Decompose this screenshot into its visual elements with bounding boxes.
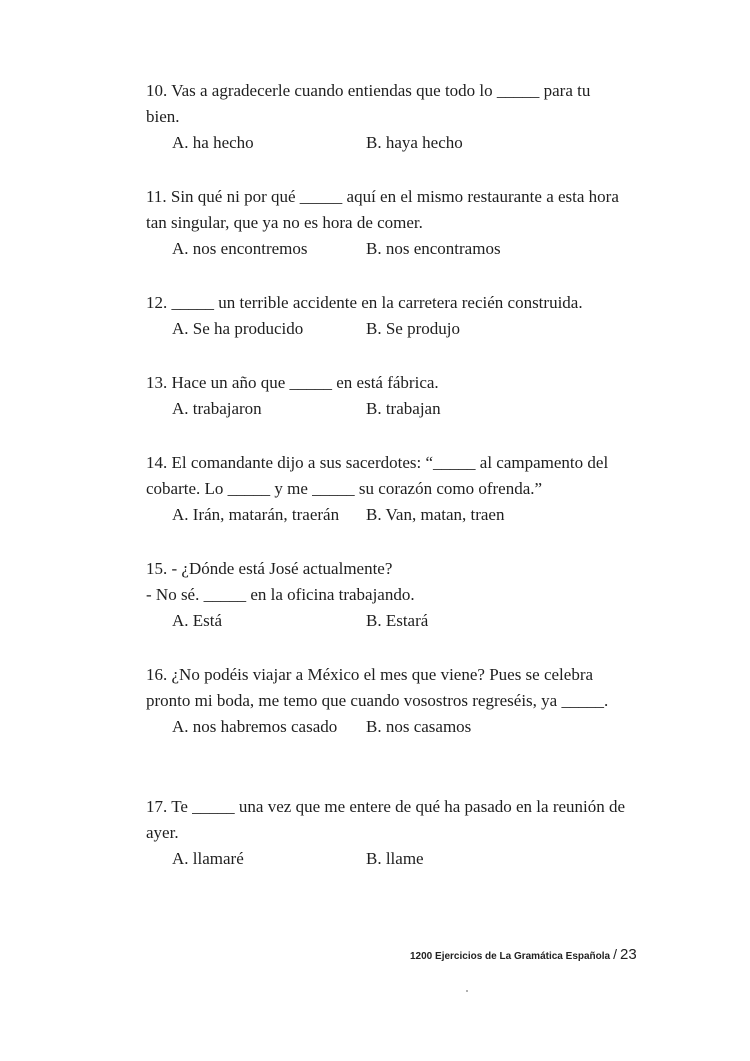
options-row: [146, 130, 626, 156]
option-b: B. Estará: [366, 611, 429, 630]
options-row: [146, 846, 626, 872]
question-17: [146, 794, 626, 872]
option-b: B. llame: [366, 849, 424, 868]
option-a: A. ha hecho: [172, 133, 254, 152]
page-number: 23: [620, 946, 637, 963]
question-stem: 17. Te _____ una vez que me entere de qué ha pasado en la reunión de ayer.: [146, 797, 626, 842]
question-stem: 14. El comandante dijo a sus sacerdotes: “_____ al campamento del cobarte. Lo _____ y me _____ su corazón como ofrenda.”: [146, 453, 609, 498]
option-b: B. trabajan: [366, 399, 441, 418]
speck-mark: [466, 990, 468, 992]
option-a: A. trabajaron: [172, 399, 262, 418]
option-b: B. haya hecho: [366, 133, 463, 152]
question-stem: 11. Sin qué ni por qué _____ aquí en el mismo restaurante a esta hora tan singular, que ya no es hora de comer.: [146, 187, 619, 232]
option-a: A. nos encontremos: [172, 239, 308, 258]
option-a: A. llamaré: [172, 849, 244, 868]
question-16: [146, 662, 626, 740]
option-a: A. Se ha producido: [172, 319, 304, 338]
option-b: B. nos encontramos: [366, 239, 501, 258]
option-b: B. Van, matan, traen: [366, 505, 505, 524]
question-stem: 12. _____ un terrible accidente en la carretera recién construida.: [146, 293, 583, 312]
options-row: [146, 396, 626, 422]
question-15: [146, 556, 626, 634]
question-stem: 16. ¿No podéis viajar a México el mes que viene? Pues se celebra pronto mi boda, me temo que cuando vosostros regreséis, ya _____.: [146, 665, 609, 710]
page-footer: [410, 946, 637, 964]
option-a: A. nos habremos casado: [172, 717, 338, 736]
options-row: [146, 236, 626, 262]
option-b: B. Se produjo: [366, 319, 460, 338]
options-row: [146, 502, 626, 528]
options-row: [146, 316, 626, 342]
question-11: [146, 184, 626, 262]
question-14: [146, 450, 626, 528]
question-stem-reply: - No sé. _____ en la oficina trabajando.: [146, 585, 415, 604]
question-12: [146, 290, 626, 342]
option-b: B. nos casamos: [366, 717, 472, 736]
option-a: A. Irán, matarán, traerán: [172, 505, 340, 524]
question-stem: 13. Hace un año que _____ en está fábrica.: [146, 373, 439, 392]
option-a: A. Está: [172, 611, 223, 630]
question-stem: 15. - ¿Dónde está José actualmente?: [146, 559, 393, 578]
options-row: [146, 714, 626, 740]
question-13: [146, 370, 626, 422]
footer-title: 1200 Ejercicios de La Gramática Española: [410, 951, 611, 962]
footer-separator: /: [613, 946, 617, 962]
question-stem: 10. Vas a agradecerle cuando entiendas que todo lo _____ para tu bien.: [146, 81, 591, 126]
question-10: [146, 78, 626, 156]
options-row: [146, 608, 626, 634]
